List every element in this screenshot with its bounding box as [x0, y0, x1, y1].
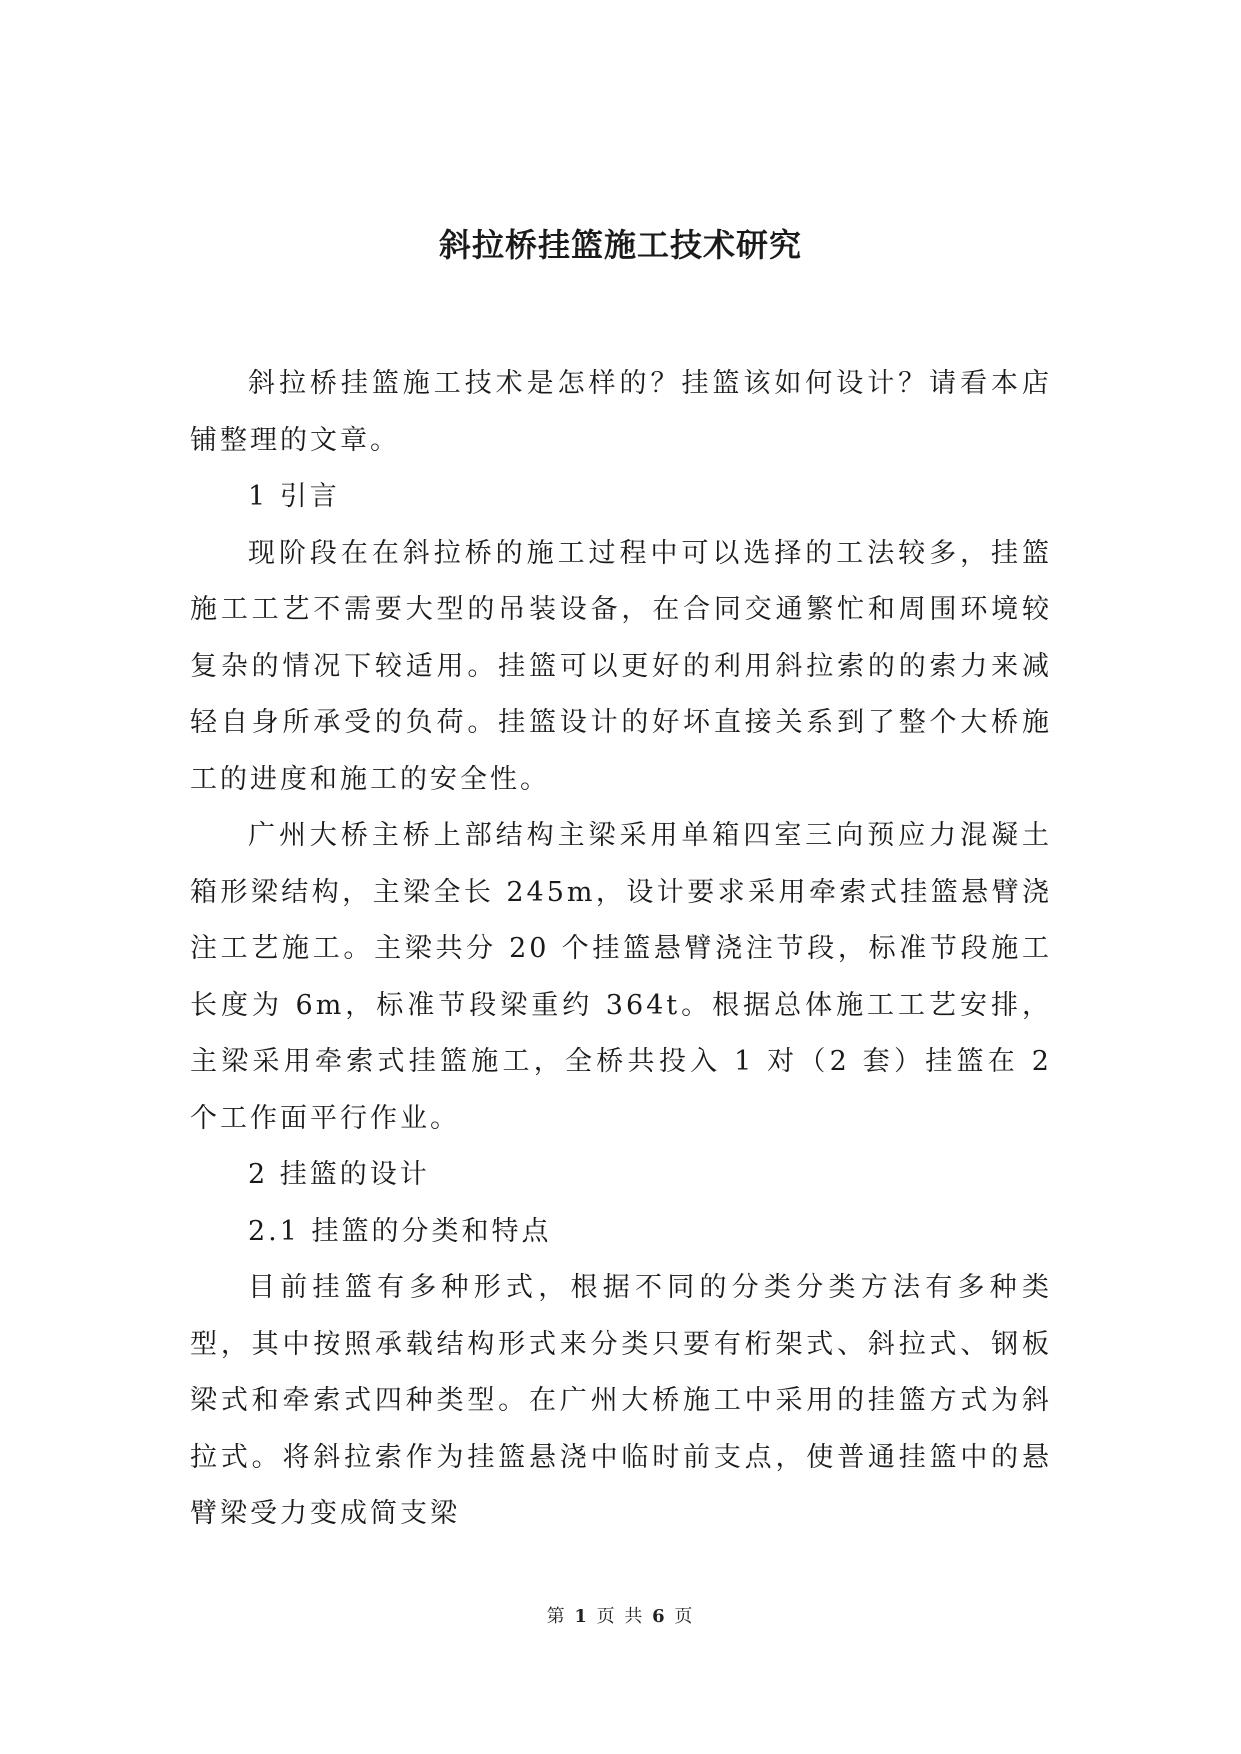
heading-basket-types: 2.1 挂篮的分类和特点: [248, 1215, 552, 1247]
document-title: 斜拉桥挂篮施工技术研究: [438, 226, 802, 264]
paragraph-intro: 斜拉桥挂篮施工技术是怎样的？挂篮该如何设计？请看本店铺整理的文章。: [190, 368, 1052, 456]
footer-prefix: 第: [546, 1606, 567, 1627]
document-body: [190, 356, 1052, 1543]
footer-page-number: 1: [574, 1606, 589, 1627]
footer-suffix: 页: [674, 1606, 695, 1627]
footer-middle: 页 共: [596, 1606, 645, 1627]
footer-total-pages: 6: [652, 1606, 667, 1627]
paragraph-construction-methods: 现阶段在在斜拉桥的施工过程中可以选择的工法较多，挂篮施工工艺不需要大型的吊装设备，在合同交通繁忙和周围环境较复杂的情况下较适用。挂篮可以更好的利用斜拉索的的索力来减轻自身所承受的负荷。挂篮设计的好坏直接关系到了整个大桥施工的进度和施工的安全性。: [190, 537, 1052, 795]
heading-introduction: 1 引言: [248, 481, 340, 512]
paragraph-guangzhou-bridge: 广州大桥主桥上部结构主梁采用单箱四室三向预应力混凝土箱形梁结构，主梁全长 245m，设计要求采用牵索式挂篮悬臂浇注工艺施工。主梁共分 20 个挂篮悬臂浇注节段，标准节段施工长度为 6m，标准节段梁重约 364t。根据总体施工工艺安排，主梁采用牵索式挂篮施工，全桥共投入 1 对（2 套）挂篮在 2 个工作面平行作业。: [190, 820, 1052, 1134]
page-footer: [0, 1604, 1241, 1630]
heading-basket-design: 2 挂篮的设计: [248, 1159, 430, 1190]
paragraph-basket-types: 目前挂篮有多种形式，根据不同的分类分类方法有多种类型，其中按照承载结构形式来分类只要有桁架式、斜拉式、钢板梁式和牵索式四种类型。在广州大桥施工中采用的挂篮方式为斜拉式。将斜拉索作为挂篮悬浇中临时前支点，使普通挂篮中的悬臂梁受力变成简支梁: [190, 1272, 1052, 1529]
